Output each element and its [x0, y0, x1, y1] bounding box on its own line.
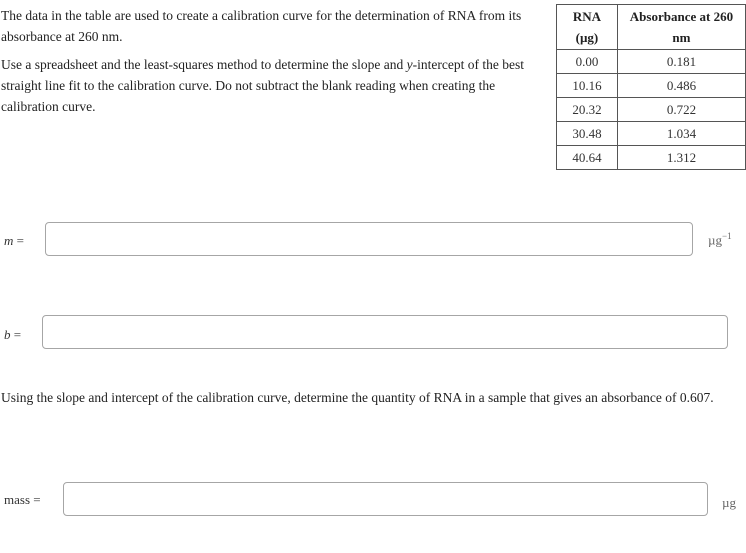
cell-rna: 0.00 — [557, 50, 618, 74]
table-row — [557, 74, 746, 98]
cell-absorbance: 0.181 — [617, 50, 745, 74]
intercept-equals: = — [13, 327, 22, 342]
intercept-label — [4, 327, 21, 343]
question2-text: Using the slope and intercept of the calibration curve, determine the quantity of RNA in a sample that gives an absorbance of 0.607. — [1, 390, 714, 405]
table-row — [557, 50, 746, 74]
table-row — [557, 146, 746, 170]
mass-label: mass = — [4, 492, 41, 507]
cell-absorbance: 1.312 — [617, 146, 745, 170]
instructions-italic-y: y — [406, 57, 413, 72]
mass-input[interactable] — [63, 482, 708, 516]
slope-unit — [708, 231, 732, 248]
header-rna-line1: RNA — [572, 9, 602, 24]
intercept-input[interactable] — [42, 315, 728, 349]
slope-unit-exponent: −1 — [722, 231, 732, 241]
instructions-part-2: -intercept of the best straight line fit to the calibration curve. Do not subtract the blank reading when creating the calibration curve. — [1, 57, 524, 114]
header-absorbance-line1: Absorbance at 260 — [629, 9, 734, 24]
cell-absorbance: 0.486 — [617, 74, 745, 98]
slope-input[interactable] — [45, 222, 693, 256]
slope-label — [4, 233, 24, 249]
instructions-text — [1, 54, 546, 117]
intercept-variable: b — [4, 327, 11, 342]
intro-text: The data in the table are used to create a calibration curve for the determination of RNA from its absorbance at 260 nm. — [1, 8, 522, 44]
slope-equals: = — [16, 233, 24, 248]
instructions-part-1: Use a spreadsheet and the least-squares method to determine the slope and — [1, 57, 407, 72]
header-rna — [557, 5, 618, 50]
slope-unit-base: µg — [708, 232, 722, 248]
mass-unit: µg — [722, 495, 736, 510]
cell-absorbance: 1.034 — [617, 122, 745, 146]
cell-rna: 40.64 — [557, 146, 618, 170]
cell-rna: 20.32 — [557, 98, 618, 122]
table-header-row — [557, 5, 746, 50]
table-row — [557, 122, 746, 146]
header-rna-line2: (µg) — [575, 30, 599, 45]
table-row — [557, 98, 746, 122]
calibration-data-table — [556, 4, 746, 170]
cell-rna: 10.16 — [557, 74, 618, 98]
header-absorbance — [617, 5, 745, 50]
cell-rna: 30.48 — [557, 122, 618, 146]
header-absorbance-line2: nm — [672, 30, 691, 45]
cell-absorbance: 0.722 — [617, 98, 745, 122]
slope-variable: m — [4, 233, 14, 248]
